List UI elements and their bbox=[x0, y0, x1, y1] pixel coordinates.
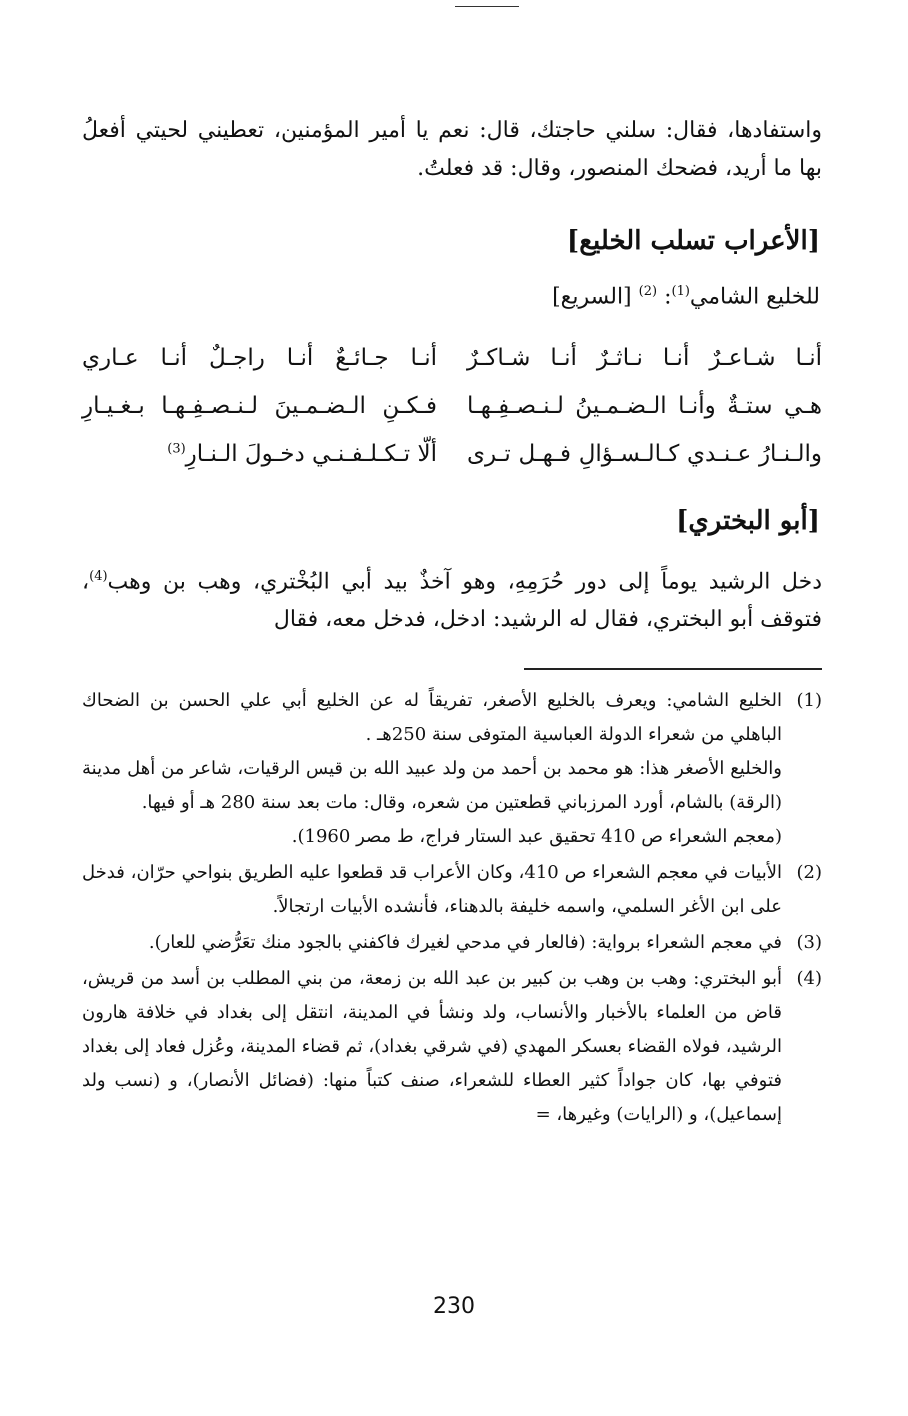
footnote-ref-1[interactable]: (1) bbox=[671, 284, 690, 299]
footnote-paragraph: والخليع الأصغر هذا: هو محمد بن أحمد من ولد عبيد الله بن قيس الرقيات، شاعر من أهل مدينة (الرقة) بالشام، أورد المرزباني قطعتين من شعره، وقال: مات بعد سنة 280 هـ أو فيها. bbox=[82, 758, 782, 813]
attribution-poet: للخليع الشامي bbox=[689, 284, 820, 310]
footnote-paragraph: (معجم الشعراء ص 410 تحقيق عبد الستار فراج، ط مصر 1960). bbox=[291, 826, 782, 847]
footnote-4 bbox=[82, 962, 822, 1132]
page-number: 230 bbox=[433, 1294, 475, 1319]
poem-verse bbox=[82, 382, 822, 430]
footnote-body bbox=[82, 926, 782, 960]
footnote-paragraph: في معجم الشعراء برواية: (فالعار في مدحي لغيرك فاكفني بالجود منك تعَرُّضي للعار). bbox=[148, 932, 782, 953]
paragraph-part: دخل الرشيد يوماً إلى دور حُرَمِهِ، وهو آخذٌ بيد أبي البُخْتري، وهب بن وهب bbox=[107, 569, 822, 595]
abu-bakhtari-paragraph-text bbox=[82, 558, 822, 639]
opening-paragraph-text: واستفادها، فقال: سلني حاجتك، قال: نعم يا أمير المؤمنين، تعطيني لحيتي أفعلُ بها ما أريد، فضحك المنصور، وقال: قد فعلتُ. bbox=[82, 118, 822, 181]
section-heading-abu-bakhtari: [أبو البختري] bbox=[676, 506, 820, 536]
verse-first-hemistich: هـي ستـةٌ وأنـا الـضـمـينُ لـنـصـفِـهـا bbox=[467, 393, 822, 419]
poem-verse bbox=[82, 334, 822, 382]
footnote-ref-4[interactable]: (4) bbox=[89, 569, 108, 584]
footnote-paragraph: الأبيات في معجم الشعراء ص 410، وكان الأعراب قد قطعوا عليه الطريق بنواحي حرّان، فدخل على ابن الأغر السلمي، واسمه خليفة بالدهناء، فأنشده الأبيات ارتجالاً. bbox=[82, 862, 782, 917]
verse-second-hemistich bbox=[82, 441, 437, 467]
footnote-number: (1) bbox=[796, 690, 822, 711]
verse-first-hemistich: أنـا شـاعـرٌ أنـا نـاثـرٌ أنـا شـاكـرٌ bbox=[467, 345, 822, 371]
verse-second-hemistich: فـكـنِ الـضـمـينَ لـنـصـفِـهـا بـغـيـارِ bbox=[82, 393, 437, 419]
footnote-ref-2[interactable]: (2) bbox=[638, 284, 658, 299]
abu-bakhtari-paragraph bbox=[82, 558, 822, 639]
section-heading-bedouins: [الأعراب تسلب الخليع] bbox=[566, 226, 820, 256]
footnote-number: (3) bbox=[796, 932, 822, 953]
footnote-1 bbox=[82, 684, 822, 854]
verse-second-hemistich: أنـا جـائـعٌ أنـا راجـلٌ أنـا عـاري bbox=[82, 345, 437, 371]
footnote-body bbox=[82, 856, 782, 924]
attribution-separator: : bbox=[657, 284, 672, 310]
footnote-paragraph: أبو البختري: وهب بن وهب بن كبير بن عبد الله بن زمعة، من بني المطلب بن أسد من قريش، قاض من العلماء بالأخبار والأنساب، ولد ونشأ في المدينة، انتقل إلى بغداد في خلافة هارون الرشيد، فولاه القضاء بعسكر المهدي (في شرقي بغداد)، ثم قضاء المدينة، وعُزل فعاد إلى بغداد فتوفي بها، كان جواداً كثير العطاء للشعراء، صنف كتباً منها: (فضائل الأنصار)، و (نسب ولد إسماعيل)، و (الرايات) وغيرها، = bbox=[82, 968, 782, 1125]
header-rule bbox=[455, 6, 519, 7]
verse-first-hemistich: والـنـارُ عـنـدي كـالـسـؤالِ فـهـل تـرى bbox=[467, 441, 822, 467]
footnote-body bbox=[82, 962, 782, 1132]
footnote-number: (4) bbox=[796, 968, 822, 989]
footnotes bbox=[82, 684, 822, 1134]
paragraph-part: ، فتوقف أبو البختري، فقال له الرشيد: ادخل، فدخل معه، فقال bbox=[82, 569, 822, 633]
opening-paragraph bbox=[82, 112, 822, 188]
poem bbox=[82, 334, 822, 478]
footnote-ref-3[interactable]: (3) bbox=[167, 441, 186, 457]
poem-verse bbox=[82, 430, 822, 478]
footnote-number: (2) bbox=[796, 862, 822, 883]
poem-meter: [السريع] bbox=[552, 284, 639, 310]
footnote-paragraph: الخليع الشامي: ويعرف بالخليع الأصغر، تفريقاً له عن الخليع أبي علي الحسن بن الضحاك الباهلي من شعراء الدولة العباسية المتوفى سنة 250هـ . bbox=[82, 690, 782, 745]
footnote-body bbox=[82, 684, 782, 854]
poem-attribution bbox=[552, 284, 820, 309]
footnote-3 bbox=[82, 926, 822, 960]
footnote-divider bbox=[524, 668, 822, 670]
verse-second-hemistich-text: ألّا تـكـلـفـنـي دخـولَ الـنـارِ bbox=[185, 441, 437, 467]
footnote-2 bbox=[82, 856, 822, 924]
